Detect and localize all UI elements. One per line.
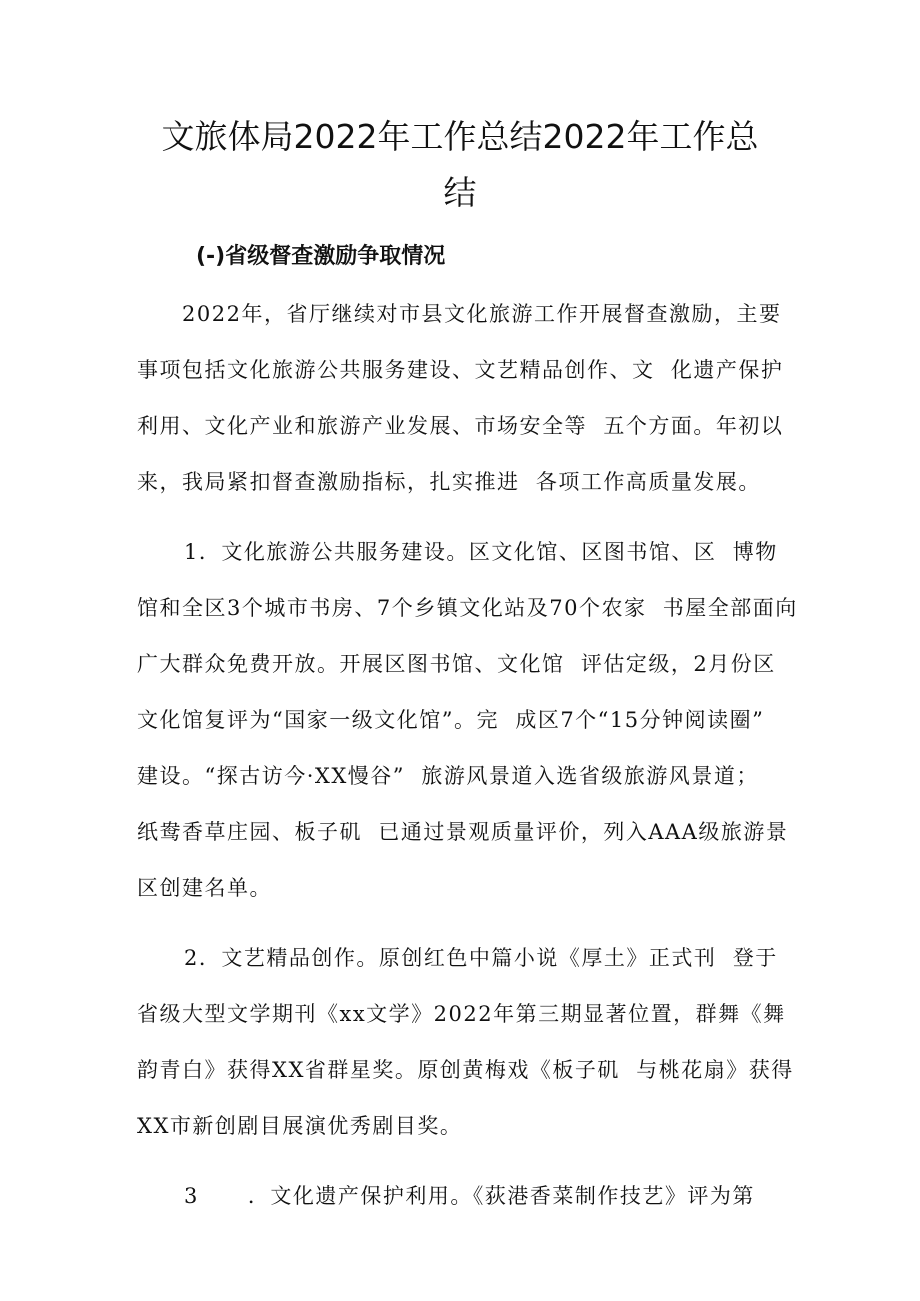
paragraph-line: 事项包括文化旅游公共服务建设、文艺精品创作、文 化遗产保护	[137, 358, 784, 382]
paragraph-line: 建设。“探古访今·XX慢谷” 旅游风景道入选省级旅游风景道；	[137, 764, 759, 788]
paragraph-line: 利用、文化产业和旅游产业发展、市场安全等 五个方面。年初以	[137, 414, 784, 438]
paragraph-line: 3 ．文化遗产保护利用。《荻港香菜制作技艺》评为第	[184, 1184, 755, 1208]
paragraph-line: 省级大型文学期刊《xx文学》2022年第三期显著位置，群舞《舞	[137, 1002, 786, 1026]
document-title-line-2: 结	[443, 173, 477, 212]
document-title-line-1: 文旅体局2022年工作总结2022年工作总	[161, 117, 759, 156]
section-heading: (-)省级督查激励争取情况	[196, 244, 446, 269]
paragraph-line: 馆和全区3个城市书房、7个乡镇文化站及70个农家 书屋全部面向	[137, 596, 798, 620]
paragraph-line: 纸鸯香草庄园、板子矶 已通过景观质量评价，列入AAA级旅游景	[137, 820, 789, 844]
paragraph-line: 区创建名单。	[137, 876, 272, 900]
paragraph-line: 2022年，省厅继续对市县文化旅游工作开展督查激励，主要	[182, 302, 782, 326]
paragraph-line: 韵青白》获得XX省群星奖。原创黄梅戏《板子矶 与桃花扇》获得	[137, 1058, 794, 1082]
paragraph-line: 2．文艺精品创作。原创红色中篇小说《厚土》正式刊 登于	[184, 946, 778, 970]
paragraph-line: XX市新创剧目展演优秀剧目奖。	[137, 1114, 463, 1138]
paragraph-line: 1．文化旅游公共服务建设。区文化馆、区图书馆、区 博物	[184, 540, 778, 564]
paragraph-line: 来，我局紧扣督查激励指标，扎实推进 各项工作高质量发展。	[137, 470, 761, 494]
paragraph-line: 广大群众免费开放。开展区图书馆、文化馆 评估定级，2月份区	[137, 652, 776, 676]
paragraph-line: 文化馆复评为“国家一级文化馆”。完 成区7个“15分钟阅读圈”	[137, 708, 765, 732]
